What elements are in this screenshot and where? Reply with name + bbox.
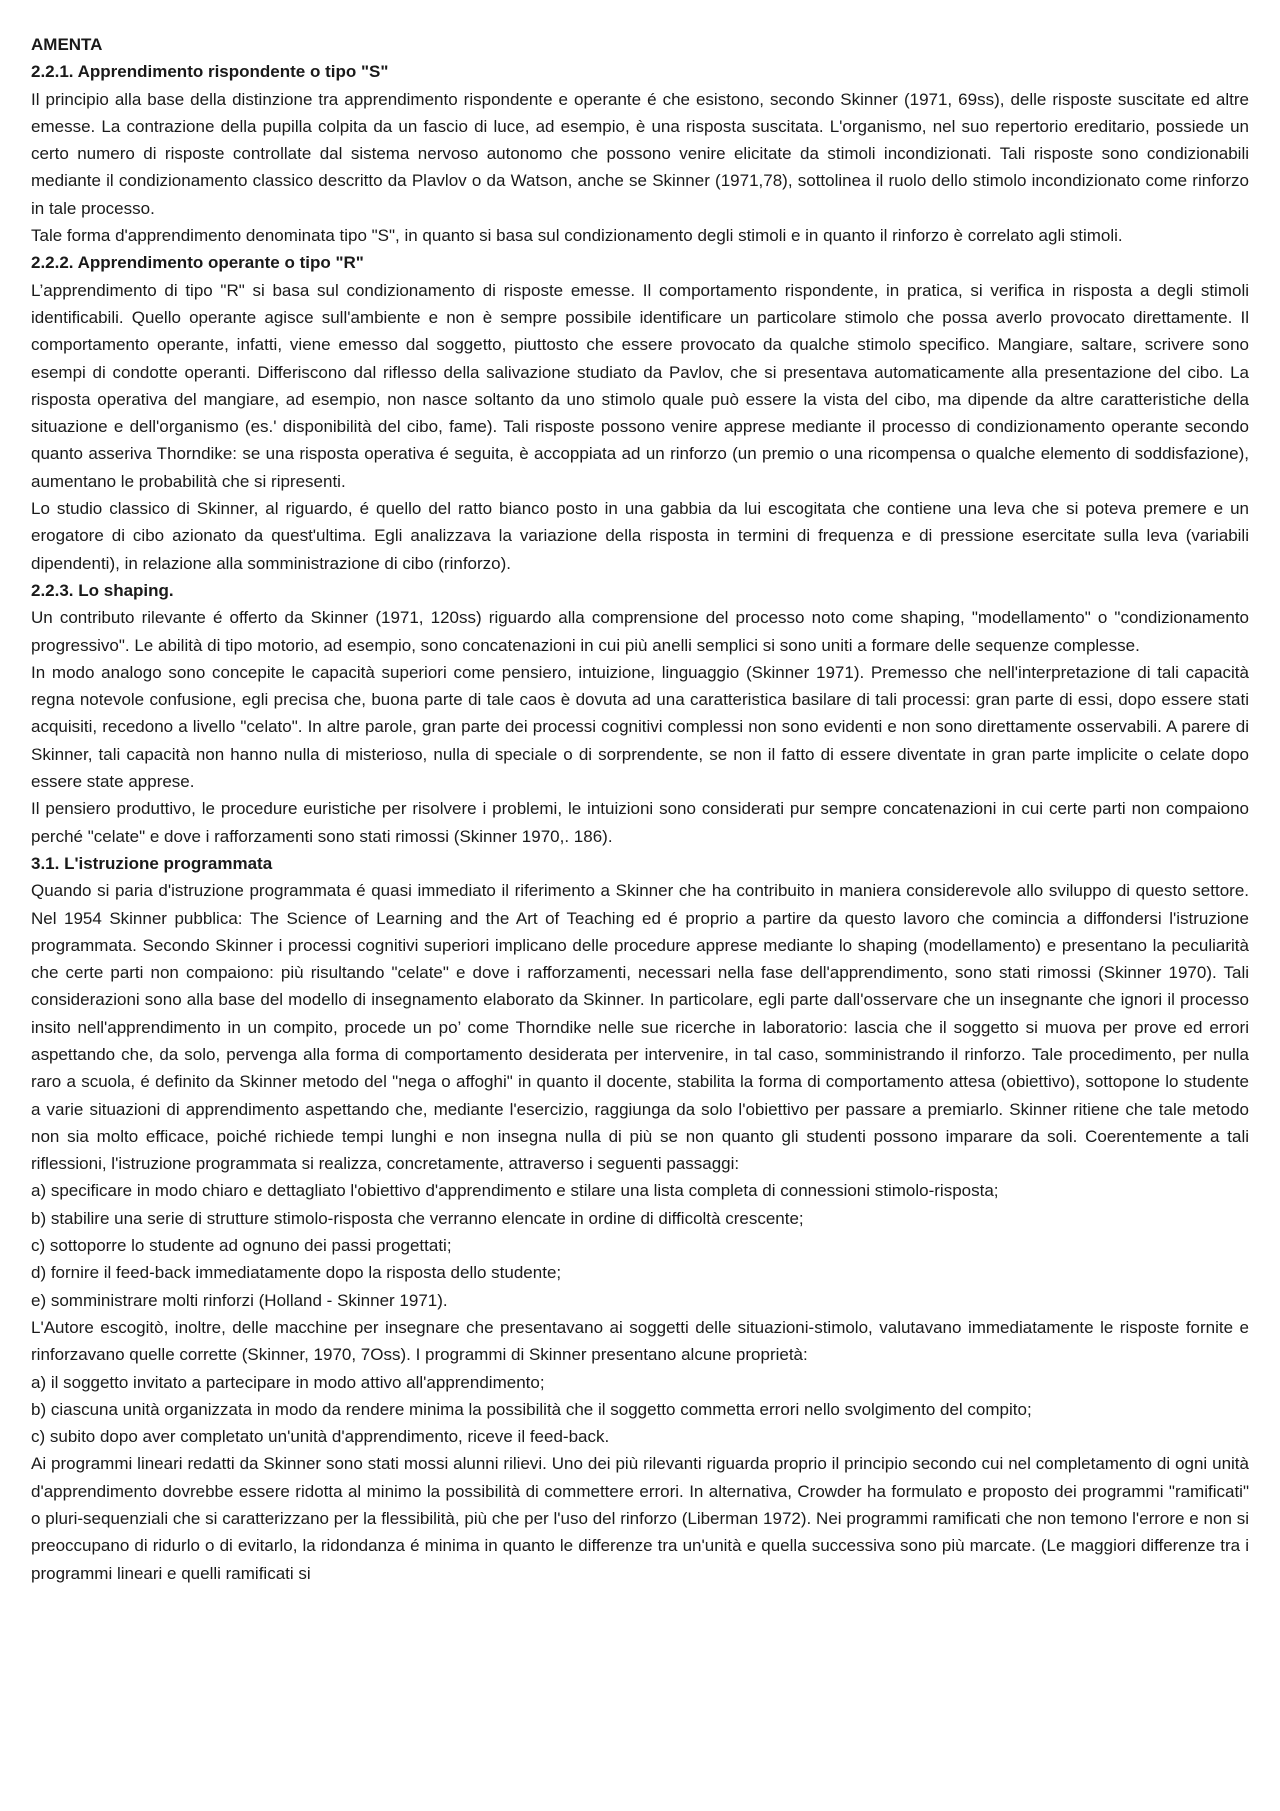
section-heading-2-2-3: 2.2.3. Lo shaping.	[31, 580, 174, 600]
list-item: c) sottoporre lo studente ad ognuno dei passi progettati;	[31, 1236, 452, 1256]
paragraph: Quando si paria d'istruzione programmata é quasi immediato il riferimento a Skinner che ha contribuito in maniera considerevole allo sviluppo di questo settore. Nel 1954 Skinner pubblica: The Science of Learning and the Art of Teaching ed é proprio a partire da questo lavoro che comincia a diffondersi l'istruzione programmata. Secondo Skinner i processi cognitivi superiori implicano delle procedure apprese mediante lo shaping (modellamento) e presentano la peculiarità che certe parti non compaiono: più risultando "celate" e dove i rafforzamenti, necessari nella fase dell'apprendimento, sono stati rimossi (Skinner 1970). Tali considerazioni sono alla base del modello di insegnamento elaborato da Skinner. In particolare, egli parte dall'osservare che un insegnante che ignori il processo insito nell'apprendimento in un compito, procede un po’ come Thorndike nelle sue ricerche in laboratorio: lascia che il soggetto si muova per prove ed errori aspettando che, da solo, pervenga alla forma di comportamento desiderata per intervenire, in tal caso, somministrando il rinforzo. Tale procedimento, per nulla raro a scuola, é definito da Skinner metodo del "nega o affoghi" in quanto il docente, stabilita la forma di comportamento attesa (obiettivo), sottopone lo studente a varie situazioni di apprendimento aspettando che, mediante l'esercizio, raggiunga da solo l'obiettivo per passare a premiarlo. Skinner ritiene che tale metodo non sia molto efficace, poiché richiede tempi lunghi e non insegna nulla di più se non quanto gli studenti possono imparare da soli. Coerentemente a tali riflessioni, l'istruzione programmata si realizza, concretamente, attraverso i seguenti passaggi:	[31, 881, 1249, 1174]
paragraph: Un contributo rilevante é offerto da Skinner (1971, 120ss) riguardo alla comprensione del processo noto come shaping, "modellamento" o "condizionamento progressivo". Le abilità di tipo motorio, ad esempio, sono concatenazioni in cui più anelli semplici si sono uniti a formare delle sequenze complesse.	[31, 608, 1249, 655]
paragraph: Il pensiero produttivo, le procedure euristiche per risolvere i problemi, le intuizioni sono considerati pur sempre concatenazioni in cui certe parti non compaiono perché "celate" e dove i rafforzamenti sono stati rimossi (Skinner 1970,. 186).	[31, 799, 1249, 846]
paragraph: Il principio alla base della distinzione tra apprendimento rispondente e operante é che esistono, secondo Skinner (1971, 69ss), delle risposte suscitate ed altre emesse. La contrazione della pupilla colpita da un fascio di luce, ad esempio, è una risposta suscitata. L'organismo, nel suo repertorio ereditario, possiede un certo numero di risposte controllate dal sistema nervoso autonomo che possono venire elicitate da stimoli incondizionati. Tali risposte sono condizionabili mediante il condizionamento classico descritto da Plavlov o da Watson, anche se Skinner (1971,78), sottolinea il ruolo dello stimolo incondizionato come rinforzo in tale processo.	[31, 89, 1249, 218]
list-item: b) ciascuna unità organizzata in modo da rendere minima la possibilità che il soggetto commetta errori nello svolgimento del compito;	[31, 1399, 1032, 1419]
paragraph: In modo analogo sono concepite le capacità superiori come pensiero, intuizione, linguaggio (Skinner 1971). Premesso che nell'interpretazione di tali capacità regna notevole confusione, egli precisa che, buona parte di tale caos è dovuta ad una caratteristica basilare di tali processi: gran parte di essi, dopo essere stati acquisiti, recedono a livello "celato". In altre parole, gran parte dei processi cognitivi complessi non sono evidenti e non sono direttamente osservabili. A parere di Skinner, tali capacità non hanno nulla di misterioso, nulla di speciale o di sorprendente, se non il fatto di essere diventate in gran parte implicite o celate dopo essere state apprese.	[31, 662, 1249, 792]
page-top-label: AMENTA	[31, 35, 103, 54]
section-heading-2-2-2: 2.2.2. Apprendimento operante o tipo "R"	[31, 253, 364, 273]
section-heading-3-1: 3.1. L'istruzione programmata	[31, 853, 273, 873]
paragraph: L’apprendimento di tipo "R" si basa sul condizionamento di risposte emesse. Il comportamento rispondente, in pratica, si verifica in risposta a degli stimoli identificabili. Quello operante agisce sull'ambiente e non è sempre possibile identificare un particolare stimolo che possa averlo provocato direttamente. Il comportamento operante, infatti, viene emesso dal soggetto, piuttosto che essere provocato da qualche stimolo specifico. Mangiare, saltare, scrivere sono esempi di condotte operanti. Differiscono dal riflesso della salivazione studiato da Pavlov, che si presentava automaticamente alla presentazione del cibo. La risposta operativa del mangiare, ad esempio, non nasce soltanto da uno stimolo quale può essere la vista del cibo, ma dipende da altre caratteristiche della situazione e dell'organismo (es.' disponibilità del cibo, fame). Tali risposte possono venire apprese mediante il processo di condizionamento operante secondo quanto asseriva Thorndike: se una risposta operativa é seguita, è accoppiata ad un rinforzo (un premio o una ricompensa o qualche elemento di soddisfazione), aumentano le probabilità che si ripresenti.	[31, 280, 1249, 491]
list-item: b) stabilire una serie di strutture stimolo-risposta che verranno elencate in ordine di difficoltà crescente;	[31, 1208, 804, 1228]
paragraph: Lo studio classico di Skinner, al riguardo, é quello del ratto bianco posto in una gabbia da lui escogitata che contiene una leva che si poteva premere e un erogatore di cibo azionato da quest'ultima. Egli analizzava la variazione della risposta in termini di frequenza e di pressione esercitate sulla leva (variabili dipendenti), in relazione alla somministrazione di cibo (rinforzo).	[31, 499, 1249, 573]
paragraph: Ai programmi lineari redatti da Skinner sono stati mossi alunni rilievi. Uno dei più rilevanti riguarda proprio il principio secondo cui nel completamento di ogni unità d'apprendimento dovrebbe essere ridotta al minimo la possibilità di commettere errori. In alternativa, Crowder ha formulato e proposto dei programmi "ramificati" o pluri-sequenziali che si caratterizzano per la flessibilità, più che per l'uso del rinforzo (Liberman 1972). Nei programmi ramificati che non temono l'errore e non si preoccupano di ridurlo o di evitarlo, la ridondanza é minima in quanto le differenze tra un'unità e quella successiva sono più marcate. (Le maggiori differenze tra i programmi lineari e quelli ramificati si	[31, 1454, 1249, 1583]
list-item: a) il soggetto invitato a partecipare in modo attivo all'apprendimento;	[31, 1372, 545, 1392]
list-item: a) specificare in modo chiaro e dettagliato l'obiettivo d'apprendimento e stilare una lista completa di connessioni stimolo-risposta;	[31, 1181, 999, 1201]
paragraph: Tale forma d'apprendimento denominata tipo "S", in quanto si basa sul condizionamento degli stimoli e in quanto il rinforzo è correlato agli stimoli.	[31, 226, 1123, 246]
section-heading-2-2-1: 2.2.1. Apprendimento rispondente o tipo "S"	[31, 62, 389, 82]
list-item: c) subito dopo aver completato un'unità d'apprendimento, riceve il feed-back.	[31, 1427, 610, 1447]
list-item: e) somministrare molti rinforzi (Holland - Skinner 1971).	[31, 1290, 448, 1310]
list-item: d) fornire il feed-back immediatamente dopo la risposta dello studente;	[31, 1263, 562, 1283]
paragraph: L'Autore escogitò, inoltre, delle macchine per insegnare che presentavano ai soggetti delle situazioni-stimolo, valutavano immediatamente le risposte fornite e rinforzavano quelle corrette (Skinner, 1970, 7Oss). I programmi di Skinner presentano alcune proprietà:	[31, 1317, 1249, 1365]
